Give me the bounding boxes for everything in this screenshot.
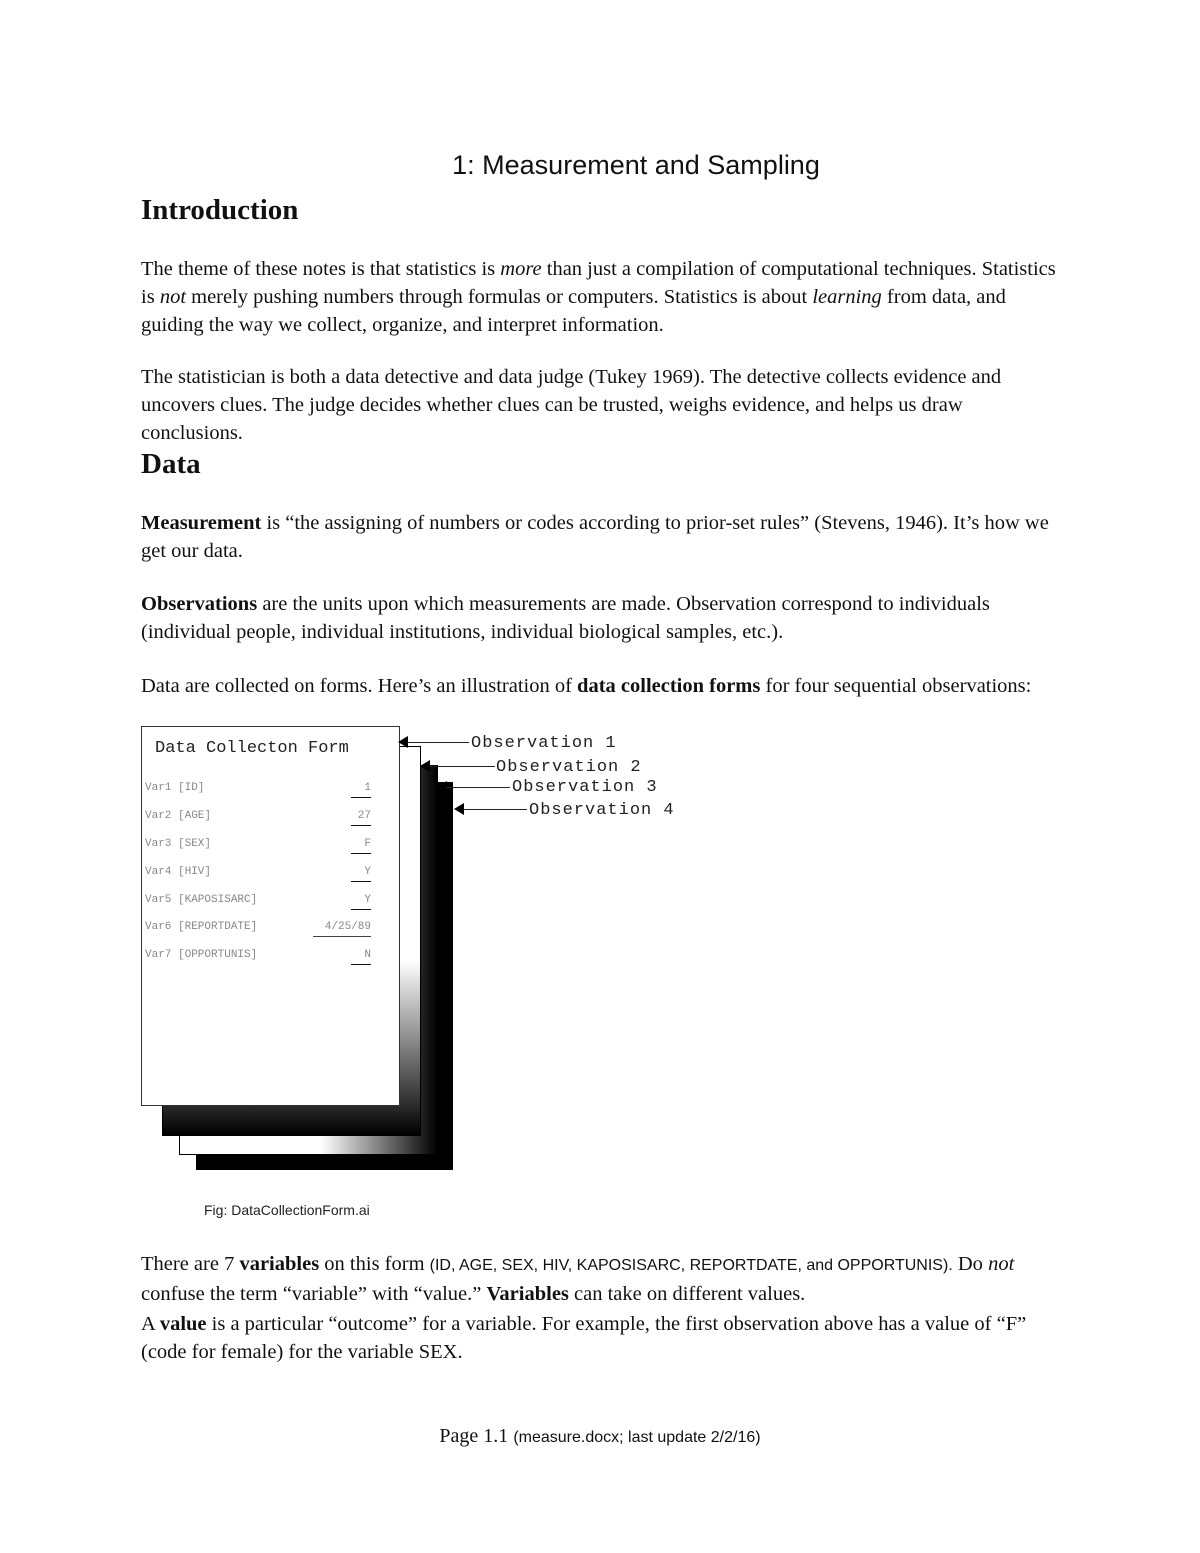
form-field-value: 4/25/89 — [324, 921, 371, 933]
form-field-label: Var4 [HIV] — [145, 866, 212, 878]
observation-label: Observation 3 — [512, 778, 658, 797]
form-title: Data Collecton Form — [155, 739, 349, 758]
form-field-underline — [351, 825, 371, 826]
form-field-underline — [313, 936, 371, 937]
form-field-value: Y — [364, 894, 371, 906]
form-field-value: 1 — [364, 782, 371, 794]
observations-paragraph: Observations are the units upon which measurements are made. Observation correspond to individuals (individual people, individual institutions, individual biological samples, etc.). — [141, 593, 990, 643]
form-field-label: Var5 [KAPOSISARC] — [145, 894, 258, 906]
form-field-label: Var1 [ID] — [145, 782, 205, 794]
data-collection-form-figure — [141, 726, 701, 1176]
pointer-line — [407, 742, 469, 743]
pointer-line — [446, 787, 510, 788]
intro-paragraph-2: The statistician is both a data detective and data judge (Tukey 1969). The detective collects evidence and uncovers clues. The judge decides whether clues can be trusted, weighs evidence, and helps us draw conclusions. — [141, 366, 1002, 444]
measurement-paragraph: Measurement is “the assigning of numbers or codes according to prior-set rules” (Stevens, 1946). It’s how we get our data. — [141, 512, 1049, 562]
section-heading-data: Data — [141, 448, 201, 480]
page-footer: Page 1.1 (measure.docx; last update 2/2/16) — [439, 1425, 761, 1447]
observation-label: Observation 1 — [471, 734, 617, 753]
intro-paragraph-1: The theme of these notes is that statistics is more than just a compilation of computational techniques. Statistics is not merely pushing numbers through formulas or computers. Statistics is about learning from data, and guiding the way we collect, organize, and interpret information. — [141, 258, 1056, 336]
form-row — [145, 838, 385, 858]
figure-caption: Fig: DataCollectionForm.ai — [204, 1202, 370, 1218]
form-field-value: 27 — [357, 810, 371, 822]
form-row — [145, 866, 385, 886]
pointer-line — [463, 809, 527, 810]
value-paragraph: A value is a particular “outcome” for a variable. For example, the first observation above has a value of “F” (code for female) for the variable SEX. — [141, 1313, 1027, 1363]
form-field-underline — [351, 853, 371, 854]
form-sheet-observation-1 — [141, 726, 400, 1106]
page-title: 1: Measurement and Sampling — [452, 150, 820, 180]
form-field-value: N — [364, 949, 371, 961]
form-field-label: Var6 [REPORTDATE] — [145, 921, 258, 933]
form-field-label: Var3 [SEX] — [145, 838, 212, 850]
form-field-value: Y — [364, 866, 371, 878]
form-field-underline — [351, 909, 371, 910]
form-field-underline — [351, 881, 371, 882]
form-field-value: F — [364, 838, 371, 850]
form-row — [145, 894, 385, 914]
section-heading-introduction: Introduction — [141, 194, 299, 226]
form-row — [145, 810, 385, 830]
form-row — [145, 949, 385, 969]
form-field-label: Var2 [AGE] — [145, 810, 212, 822]
form-row — [145, 921, 385, 941]
form-field-underline — [351, 797, 371, 798]
forms-paragraph: Data are collected on forms. Here’s an illustration of data collection forms for four sequential observations: — [141, 675, 1032, 697]
variables-paragraph: There are 7 variables on this form (ID, AGE, SEX, HIV, KAPOSISARC, REPORTDATE, and OPPORTUNIS). Do not confuse the term “variable” with “value.” Variables can take on different values. — [141, 1253, 1015, 1305]
form-row — [145, 782, 385, 802]
form-field-underline — [351, 964, 371, 965]
pointer-line — [429, 766, 495, 767]
form-field-label: Var7 [OPPORTUNIS] — [145, 949, 258, 961]
observation-label: Observation 2 — [496, 758, 642, 777]
observation-label: Observation 4 — [529, 801, 675, 820]
